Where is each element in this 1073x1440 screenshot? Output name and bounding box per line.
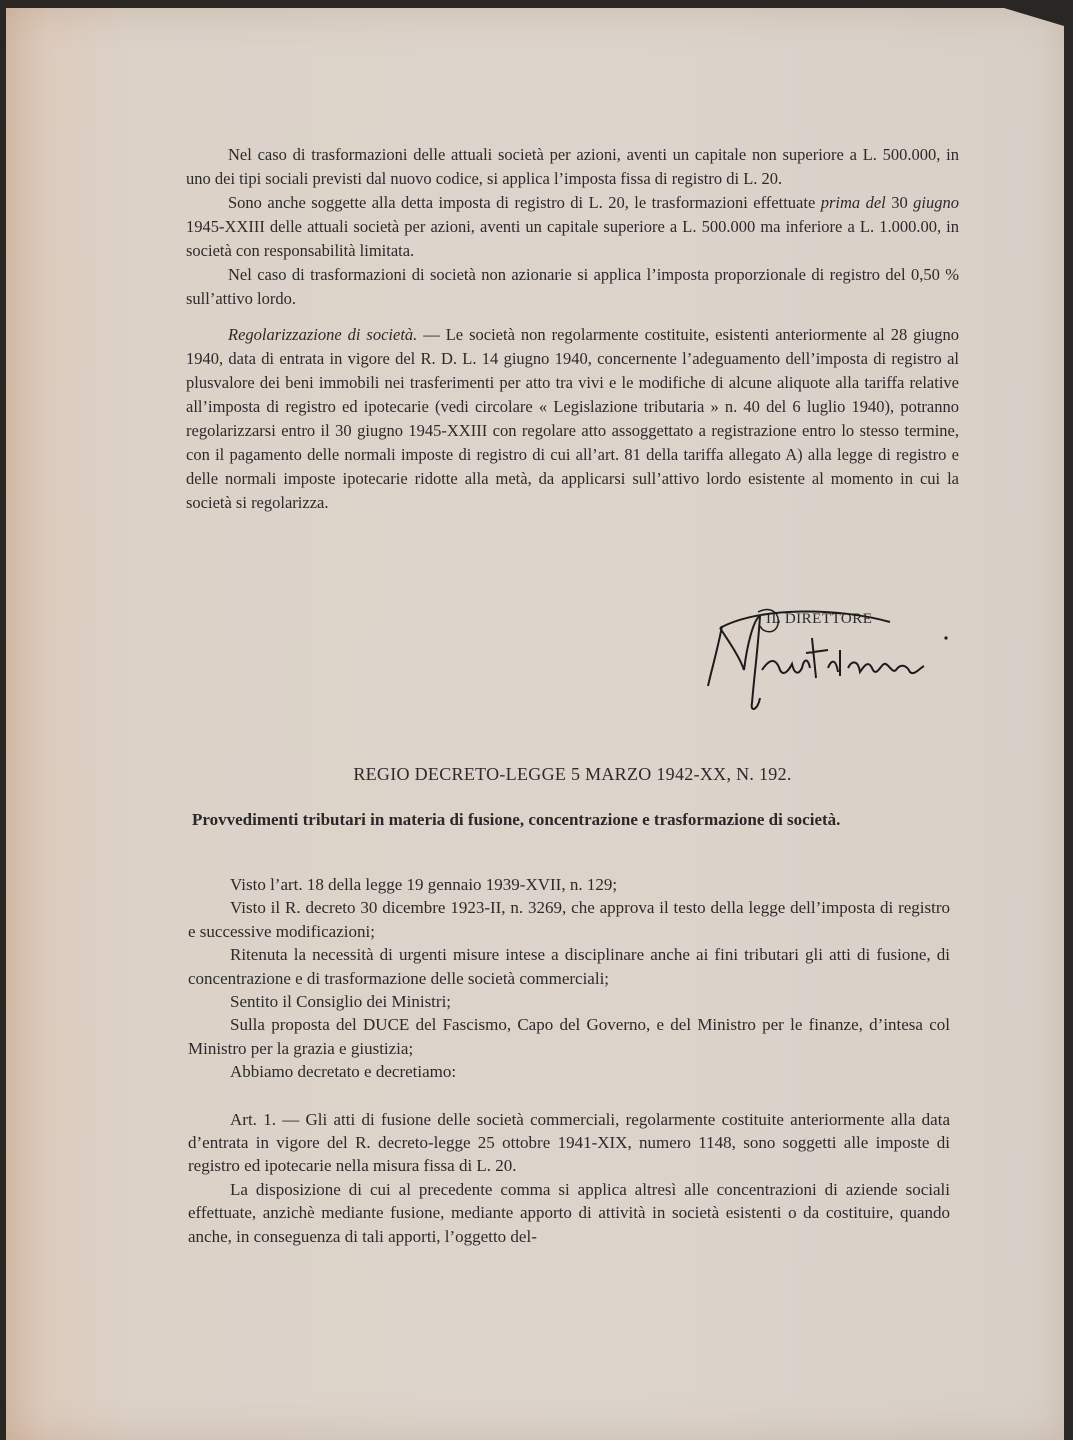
article-1: Art. 1. — Gli atti di fusione delle società commerciali, regolarmente costituite anteriormente alla data d’entrata in vigore del R. decreto-legge 25 ottobre 1941-XIX, numero 1148, sono soggetti alle imposte di registro ed ipotecarie nella misura fissa di L. 20. bbox=[188, 1109, 950, 1176]
page-corner bbox=[1004, 8, 1064, 26]
paragraph-text: 30 bbox=[891, 193, 908, 212]
paragraph bbox=[186, 191, 959, 263]
paragraph: Ritenuta la necessità di urgenti misure intese a disciplinare anche ai fini tributari gli atti di fusione, di concentrazione e di trasformazione delle società commerciali; bbox=[188, 945, 950, 988]
paragraph bbox=[186, 323, 959, 515]
paragraph: Nel caso di trasformazioni delle attuali società per azioni, aventi un capitale non superiore a L. 500.000, in uno dei tipi sociali previsti dal nuovo codice, si applica l’imposta fissa di registro di L. 20. bbox=[186, 145, 959, 188]
section-body bbox=[186, 143, 959, 515]
paragraph-text: Sono anche soggette alla detta imposta di registro di L. 20, le trasformazioni effettuate bbox=[228, 193, 816, 212]
signature-image bbox=[700, 598, 960, 718]
signature-label: IL DIRETTORE bbox=[766, 611, 873, 627]
paragraph-text: 1945-XXIII delle attuali società per azioni, aventi un capitale superiore a L. 500.000 ma inferiore a L. 1.000.00, in società con responsabilità limitata. bbox=[186, 217, 959, 260]
decree-title: REGIO DECRETO-LEGGE 5 MARZO 1942-XX, N. 192. bbox=[353, 764, 792, 784]
paragraph: Sentito il Consiglio dei Ministri; bbox=[230, 992, 452, 1012]
decree-body bbox=[188, 873, 950, 1248]
paragraph: Visto l’art. 18 della legge 19 gennaio 1939-XVII, n. 129; bbox=[230, 875, 618, 894]
paragraph: Visto il R. decreto 30 dicembre 1923-II, n. 3269, che approva il testo della legge dell’imposta di registro e successive modificazioni; bbox=[188, 898, 950, 941]
decree-subtitle: Provvedimenti tributari in materia di fusione, concentrazione e trasformazione di società. bbox=[192, 810, 841, 829]
section-heading: Regolarizzazione di società. bbox=[228, 325, 418, 344]
italic-text: giugno bbox=[913, 193, 960, 212]
italic-text: prima del bbox=[820, 193, 886, 212]
paragraph-text: — Le società non regolarmente costituite, esistenti anteriormente al 28 giugno 1940, data di entrata in vigore del R. D. L. 14 giugno 1940, concernente l’adeguamento dell’imposta di registro al plusvalore dei beni immobili nei trasferimenti per atto tra vivi e le modifiche di alcune aliquote alla tariffa relative all’imposta di registro ed ipotecarie (vedi circolare « Legislazione tributaria » n. 40 del 6 luglio 1940), potranno regolarizzarsi entro il 30 giugno 1945-XXIII con regolare atto assoggettato a registrazione entro lo stesso termine, con il pagamento delle normali imposte di registro di cui all’art. 81 della tariffa allegato A) alla legge di registro e delle normali imposte ipotecarie ridotte alla metà, da applicarsi sull’attivo lordo esistente al momento in cui la società si regolarizza. bbox=[186, 325, 959, 512]
paragraph: Nel caso di trasformazioni di società non azionarie si applica l’imposta proporzionale di registro del 0,50 % sull’attivo lordo. bbox=[186, 265, 959, 308]
paragraph: Sulla proposta del DUCE del Fascismo, Capo del Governo, e del Ministro per le finanze, d’intesa col Ministro per la grazia e giustizia; bbox=[188, 1015, 950, 1058]
paragraph: Abbiamo decretato e decretiamo: bbox=[230, 1062, 457, 1082]
paragraph: La disposizione di cui al precedente comma si applica altresì alle concentrazioni di aziende sociali effettuate, anzichè mediante fusione, mediante apporto di attività in società esistenti o da costituire, quando anche, in conseguenza di tali apporti, l’oggetto del- bbox=[188, 1179, 950, 1246]
